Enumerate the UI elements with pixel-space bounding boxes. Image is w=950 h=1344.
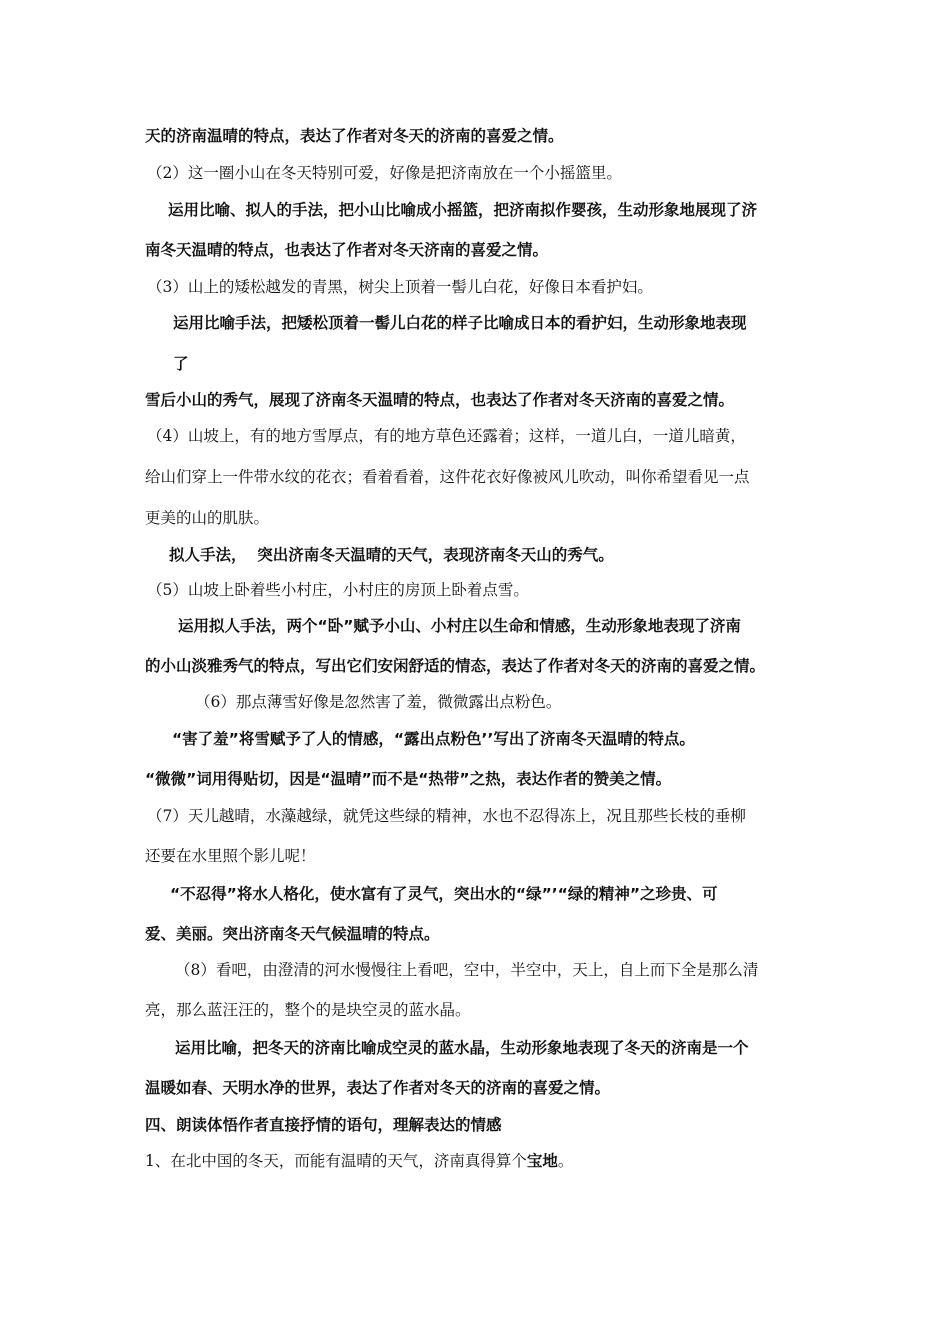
quote-2: （2）这一圈小山在冬天特别可爱，好像是把济南放在一个小摇篮里。: [147, 164, 622, 182]
quote-7-line-2: 还要在水里照个影儿呢！: [145, 847, 316, 865]
answer-7-line-2: 爱、美丽。突出济南冬天气候温晴的特点。: [145, 925, 440, 943]
quote-4-line-3: 更美的山的肌肤。: [145, 509, 270, 527]
answer-3-line-1: 运用比喻手法，把矮松顶着一髻儿白花的样子比喻成日本的看护妇，生动形象地表现: [173, 314, 747, 332]
answer-8-line-1: 运用比喻，把冬天的济南比喻成空灵的蓝水晶，生动形象地表现了冬天的济南是一个: [175, 1039, 749, 1057]
answer-2-line-1: 运用比喻、拟人的手法，把小山比喻成小摇篮，把济南拟作婴孩，生动形象地展现了济: [168, 201, 758, 219]
answer-8-line-2: 温暖如春、天明水净的世界，表达了作者对冬天的济南的喜爱之情。: [145, 1079, 611, 1097]
item-1-emphasis: 宝地: [526, 1152, 558, 1170]
answer-5-line-1: 运用拟人手法，两个“卧”赋予小山、小村庄以生命和情感，生动形象地表现了济南: [178, 617, 741, 635]
item-1-end: 。: [557, 1152, 574, 1170]
quote-8-line-2: 亮，那么蓝汪汪的，整个的是块空灵的蓝水晶。: [145, 1001, 471, 1019]
answer-3-line-2: 了: [173, 355, 189, 373]
quote-5: （5）山坡上卧着些小村庄，小村庄的房顶上卧着点雪。: [147, 581, 529, 599]
answer-2-line-2: 南冬天温晴的特点，也表达了作者对冬天济南的喜爱之情。: [145, 241, 549, 259]
answer-6-line-1: “害了羞”将雪赋予了人的情感，“露出点粉色’’写出了济南冬天温晴的特点。: [172, 730, 695, 748]
item-1-text: 1、在北中国的冬天，而能有温晴的天气，济南真得算个: [145, 1152, 527, 1170]
answer-4: 拟人手法， 突出济南冬天温晴的天气，表现济南冬天山的秀气。: [169, 546, 614, 564]
answer-5-line-2: 的小山淡雅秀气的特点，写出它们安闲舒适的情态，表达了作者对冬天的济南的喜爱之情。: [145, 657, 766, 675]
quote-6: （6）那点薄雪好像是忽然害了羞，微微露出点粉色。: [195, 693, 562, 711]
answer-3-line-3: 雪后小山的秀气，展现了济南冬天温晴的特点，也表达了作者对冬天济南的喜爱之情。: [145, 391, 735, 409]
answer-line-1-end: 天的济南温晴的特点，表达了作者对冬天的济南的喜爱之情。: [145, 127, 564, 145]
answer-7-line-1: “不忍得”将水人格化，使水富有了灵气，突出水的“绿”’“绿的精神”之珍贵、可: [170, 885, 718, 903]
quote-4-line-2: 给山们穿上一件带水纹的花衣；看着看着，这件花衣好像被风儿吹动，叫你希望看见一点: [145, 468, 750, 486]
answer-6-line-2: “微微”词用得贴切，因是“温晴”而不是“热带”之热，表达作者的赞美之情。: [145, 770, 672, 788]
quote-8-line-1: （8）看吧，由澄清的河水慢慢往上看吧，空中，半空中，天上，自上而下全是那么清: [175, 961, 759, 979]
section-4-heading: 四、朗读体悟作者直接抒情的语句，理解表达的情感: [145, 1116, 502, 1134]
quote-4-line-1: （4）山坡上，有的地方雪厚点，有的地方草色还露着；这样，一道儿白，一道儿暗黄，: [147, 427, 746, 445]
item-1-line: [145, 1151, 573, 1171]
quote-7-line-1: （7）天儿越晴，水藻越绿，就凭这些绿的精神，水也不忍得冻上，况且那些长枝的垂柳: [147, 807, 746, 825]
quote-3: （3）山上的矮松越发的青黑，树尖上顶着一髻儿白花，好像日本看护妇。: [147, 278, 653, 296]
